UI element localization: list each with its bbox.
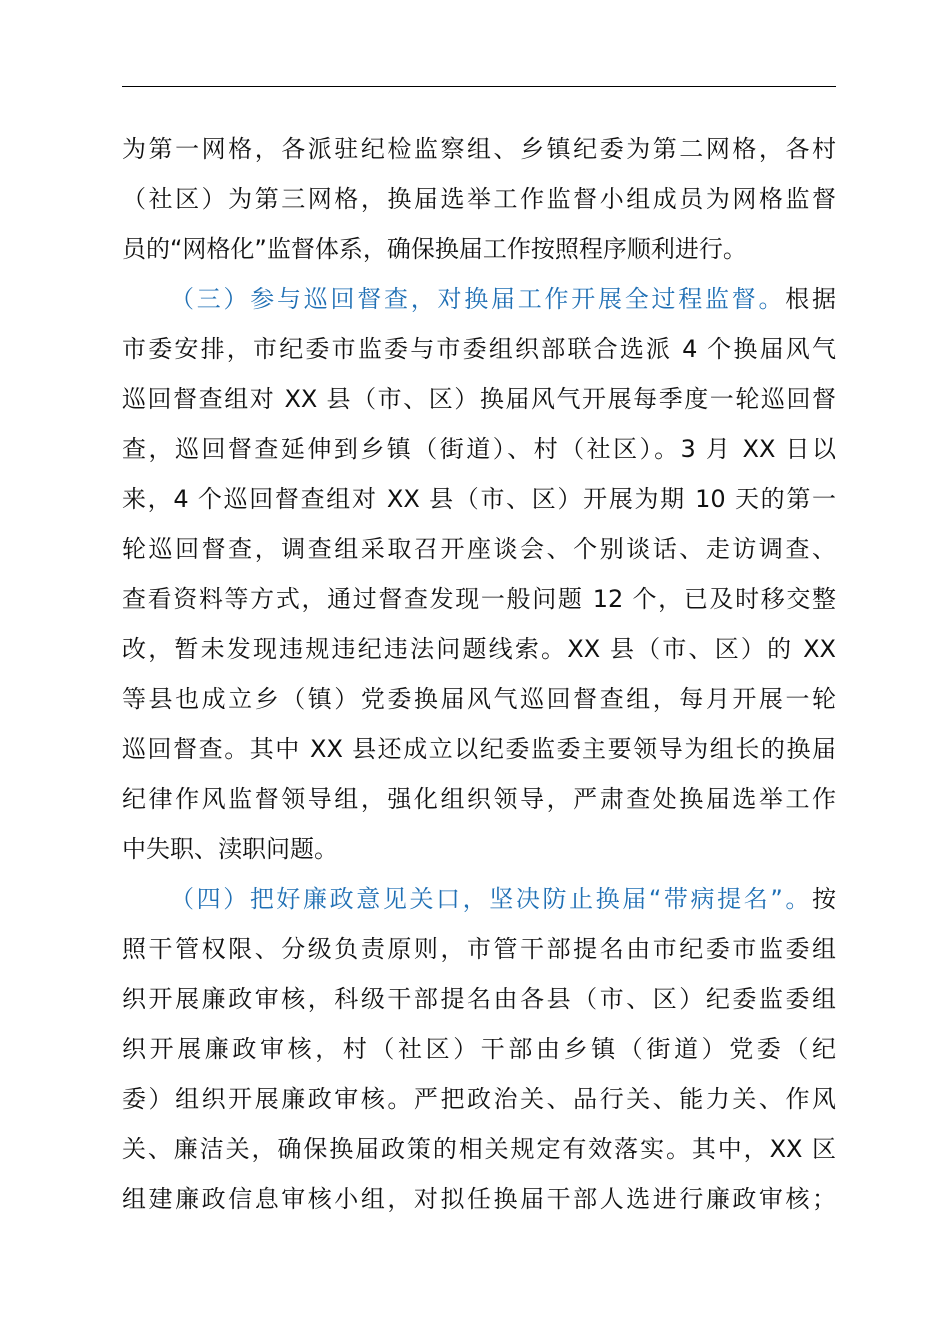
- body-line: 查，巡回督查延伸到乡镇（街道）、村（社区）。3 月 XX 日以: [122, 435, 836, 463]
- body-line: 改，暂未发现违规违纪违法问题线索。XX 县（市、区）的 XX: [122, 635, 836, 663]
- body-line: 委）组织开展廉政审核。严把政治关、品行关、能力关、作风: [122, 1085, 836, 1113]
- section-four-lead-text: 按: [812, 885, 836, 913]
- body-line: 员的“网格化”监督体系，确保换届工作按照程序顺利进行。: [122, 235, 747, 263]
- body-line: 来，4 个巡回督查组对 XX 县（市、区）开展为期 10 天的第一: [122, 485, 836, 513]
- header-rule: [122, 86, 836, 87]
- body-line: 等县也成立乡（镇）党委换届风气巡回督查组，每月开展一轮: [122, 685, 836, 713]
- section-three-lead-text: 根据: [785, 285, 836, 313]
- body-line: 照干管权限、分级负责原则，市管干部提名由市纪委市监委组: [122, 935, 836, 963]
- body-line: （社区）为第三网格，换届选举工作监督小组成员为网格监督: [122, 185, 836, 213]
- body-line: 巡回督查组对 XX 县（市、区）换届风气开展每季度一轮巡回督: [122, 385, 836, 413]
- section-three-heading: （三）参与巡回督查，对换届工作开展全过程监督。: [170, 285, 786, 313]
- body-line: 查看资料等方式，通过督查发现一般问题 12 个，已及时移交整: [122, 585, 836, 613]
- body-line: 织开展廉政审核，村（社区）干部由乡镇（街道）党委（纪: [122, 1035, 836, 1063]
- body-line: 巡回督查。其中 XX 县还成立以纪委监委主要领导为组长的换届: [122, 735, 836, 763]
- body-line: 中失职、渎职问题。: [122, 835, 338, 863]
- section-four-first-line: [122, 874, 836, 924]
- document-body: [122, 124, 836, 1224]
- body-line: 关、廉洁关，确保换届政策的相关规定有效落实。其中，XX 区: [122, 1135, 836, 1163]
- body-line: 纪律作风监督领导组，强化组织领导，严肃查处换届选举工作: [122, 785, 836, 813]
- section-four-heading: （四）把好廉政意见关口，坚决防止换届“带病提名”。: [170, 885, 812, 913]
- body-line: 组建廉政信息审核小组，对拟任换届干部人选进行廉政审核；: [122, 1185, 836, 1213]
- body-line: 织开展廉政审核，科级干部提名由各县（市、区）纪委监委组: [122, 985, 836, 1013]
- body-line: 为第一网格，各派驻纪检监察组、乡镇纪委为第二网格，各村: [122, 135, 836, 163]
- body-line: 轮巡回督查，调查组采取召开座谈会、个别谈话、走访调查、: [122, 535, 836, 563]
- body-line: 市委安排，市纪委市监委与市委组织部联合选派 4 个换届风气: [122, 335, 836, 363]
- section-three-first-line: [122, 274, 836, 324]
